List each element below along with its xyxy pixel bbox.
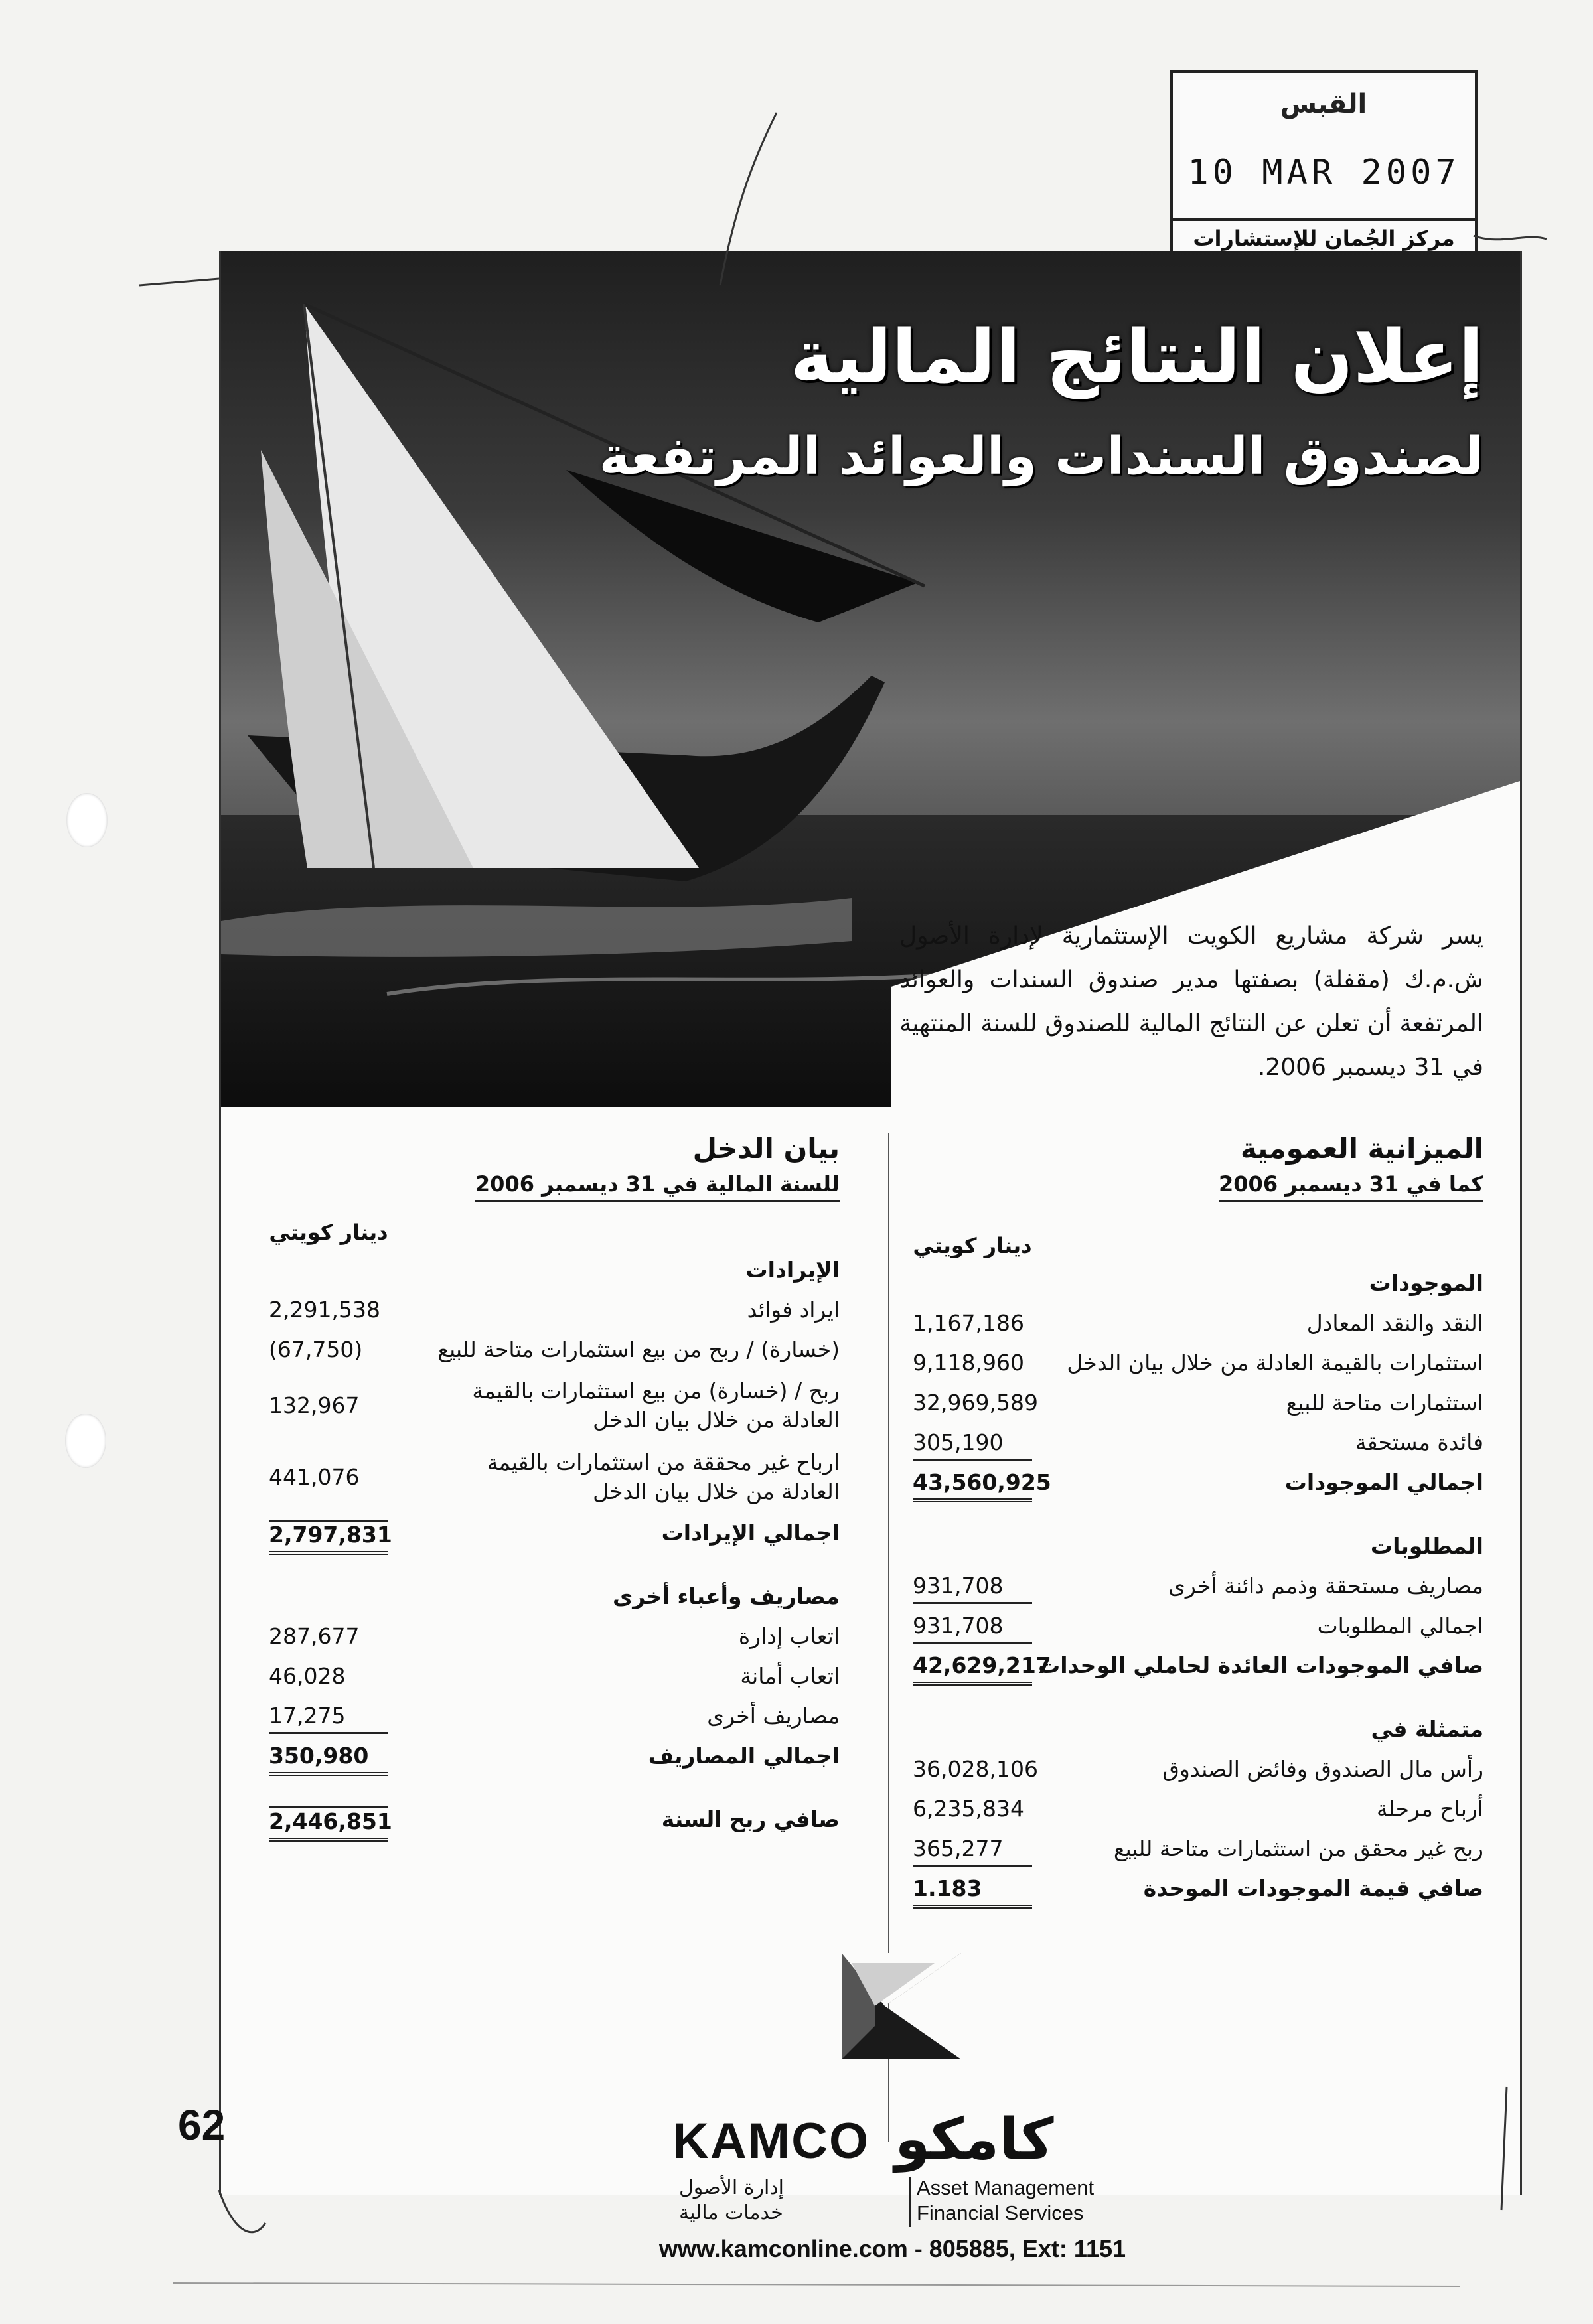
table-row: اتعاب أمانة 46,028 — [269, 1663, 840, 1689]
net-assets-row: صافي الموجودات العائدة لحاملي الوحدات 42,629,217 — [873, 1646, 1483, 1686]
currency-header: دينار كويتي — [269, 1220, 388, 1245]
page-subtitle: لصندوق السندات والعوائد المرتفعة — [599, 427, 1483, 486]
contact-info: www.kamconline.com - 805885, Ext: 1151 — [659, 2235, 1126, 2262]
table-row: رأس مال الصندوق وفائض الصندوق 36,028,106 — [913, 1756, 1483, 1782]
section-heading: متمثلة في — [1371, 1716, 1483, 1742]
page-number: 62 — [178, 2101, 226, 2149]
total-row: اجمالي المطلوبات 931,708 — [873, 1606, 1483, 1646]
table-row: مصاريف أخرى 17,275 — [229, 1696, 840, 1736]
stamp-organization: مركز الجُمان للإستشارات — [1173, 218, 1475, 255]
total-row: اجمالي المصاريف 350,980 — [229, 1736, 840, 1776]
table-row: استثمارات بالقيمة العادلة من خلال بيان الدخل 9,118,960 — [913, 1350, 1483, 1376]
table-row: استثمارات متاحة للبيع 32,969,589 — [913, 1390, 1483, 1416]
section-heading: الموجودات — [1369, 1270, 1483, 1296]
table-row: ربح / (خسارة) من بيع استثمارات بالقيمة العادلة من خلال بيان الدخل 132,967 — [269, 1378, 840, 1433]
table-row: ارباح غير محققة من استثمارات بالقيمة العادلة من خلال بيان الدخل 441,076 — [269, 1449, 840, 1504]
brand-name-en: KAMCO — [672, 2113, 870, 2169]
intro-paragraph: يسر شركة مشاريع الكويت الإستثمارية لإدارة الأصول ش.م.ك (مقفلة) بصفتها مدير صندوق السندات والعوائد المرتفعة أن تعلن عن النتائج المالية للصندوق للسنة المنتهية في 31 ديسمبر 2006. — [899, 922, 1483, 1081]
nav-row: صافي قيمة الموجودات الموحدة 1.183 — [873, 1869, 1483, 1909]
table-row: مصاريف مستحقة وذمم دائنة أخرى 931,708 — [873, 1566, 1483, 1606]
section-heading: الإيرادات — [745, 1257, 840, 1283]
table-row: النقد والنقد المعادل 1,167,186 — [913, 1310, 1483, 1336]
brand-tagline-en: Asset Management Financial Services — [917, 2176, 1095, 2224]
currency-header: دينار كويتي — [913, 1233, 1032, 1258]
net-profit-row: صافي ربح السنة 2,446,851 — [229, 1800, 840, 1840]
total-row: اجمالي الإيرادات 2,797,831 — [229, 1513, 840, 1553]
stamp-date: 10 MAR 2007 — [1187, 153, 1460, 192]
newspaper-name: القبس — [1280, 89, 1367, 119]
balance-sheet-date: كما في 31 ديسمبر 2006 — [1219, 1167, 1483, 1202]
total-row: اجمالي الموجودات 43,560,925 — [873, 1463, 1483, 1502]
section-heading: مصاريف وأعباء أخرى — [613, 1583, 840, 1609]
brand-tagline-ar: إدارة الأصول خدمات مالية — [679, 2176, 784, 2224]
table-row: ربح غير محقق من استثمارات متاحة للبيع 365,277 — [873, 1829, 1483, 1869]
income-statement-date: للسنة المالية في 31 ديسمبر 2006 — [475, 1167, 840, 1202]
section-heading: المطلوبات — [1370, 1533, 1483, 1559]
table-row: ايراد فوائد 2,291,538 — [269, 1297, 840, 1323]
page-title: إعلان النتائج المالية — [790, 314, 1483, 399]
brand-name-ar: كامكو — [895, 2106, 1054, 2173]
table-row: اتعاب إدارة 287,677 — [269, 1623, 840, 1649]
table-row: فائدة مستحقة 305,190 — [873, 1423, 1483, 1463]
table-row: (خسارة) / ربح من بيع استثمارات متاحة للبيع (67,750) — [269, 1337, 840, 1362]
balance-sheet-title: الميزانية العمومية — [1241, 1132, 1483, 1165]
table-row: أرباح مرحلة 6,235,834 — [913, 1796, 1483, 1822]
income-statement-title: بيان الدخل — [692, 1132, 840, 1165]
